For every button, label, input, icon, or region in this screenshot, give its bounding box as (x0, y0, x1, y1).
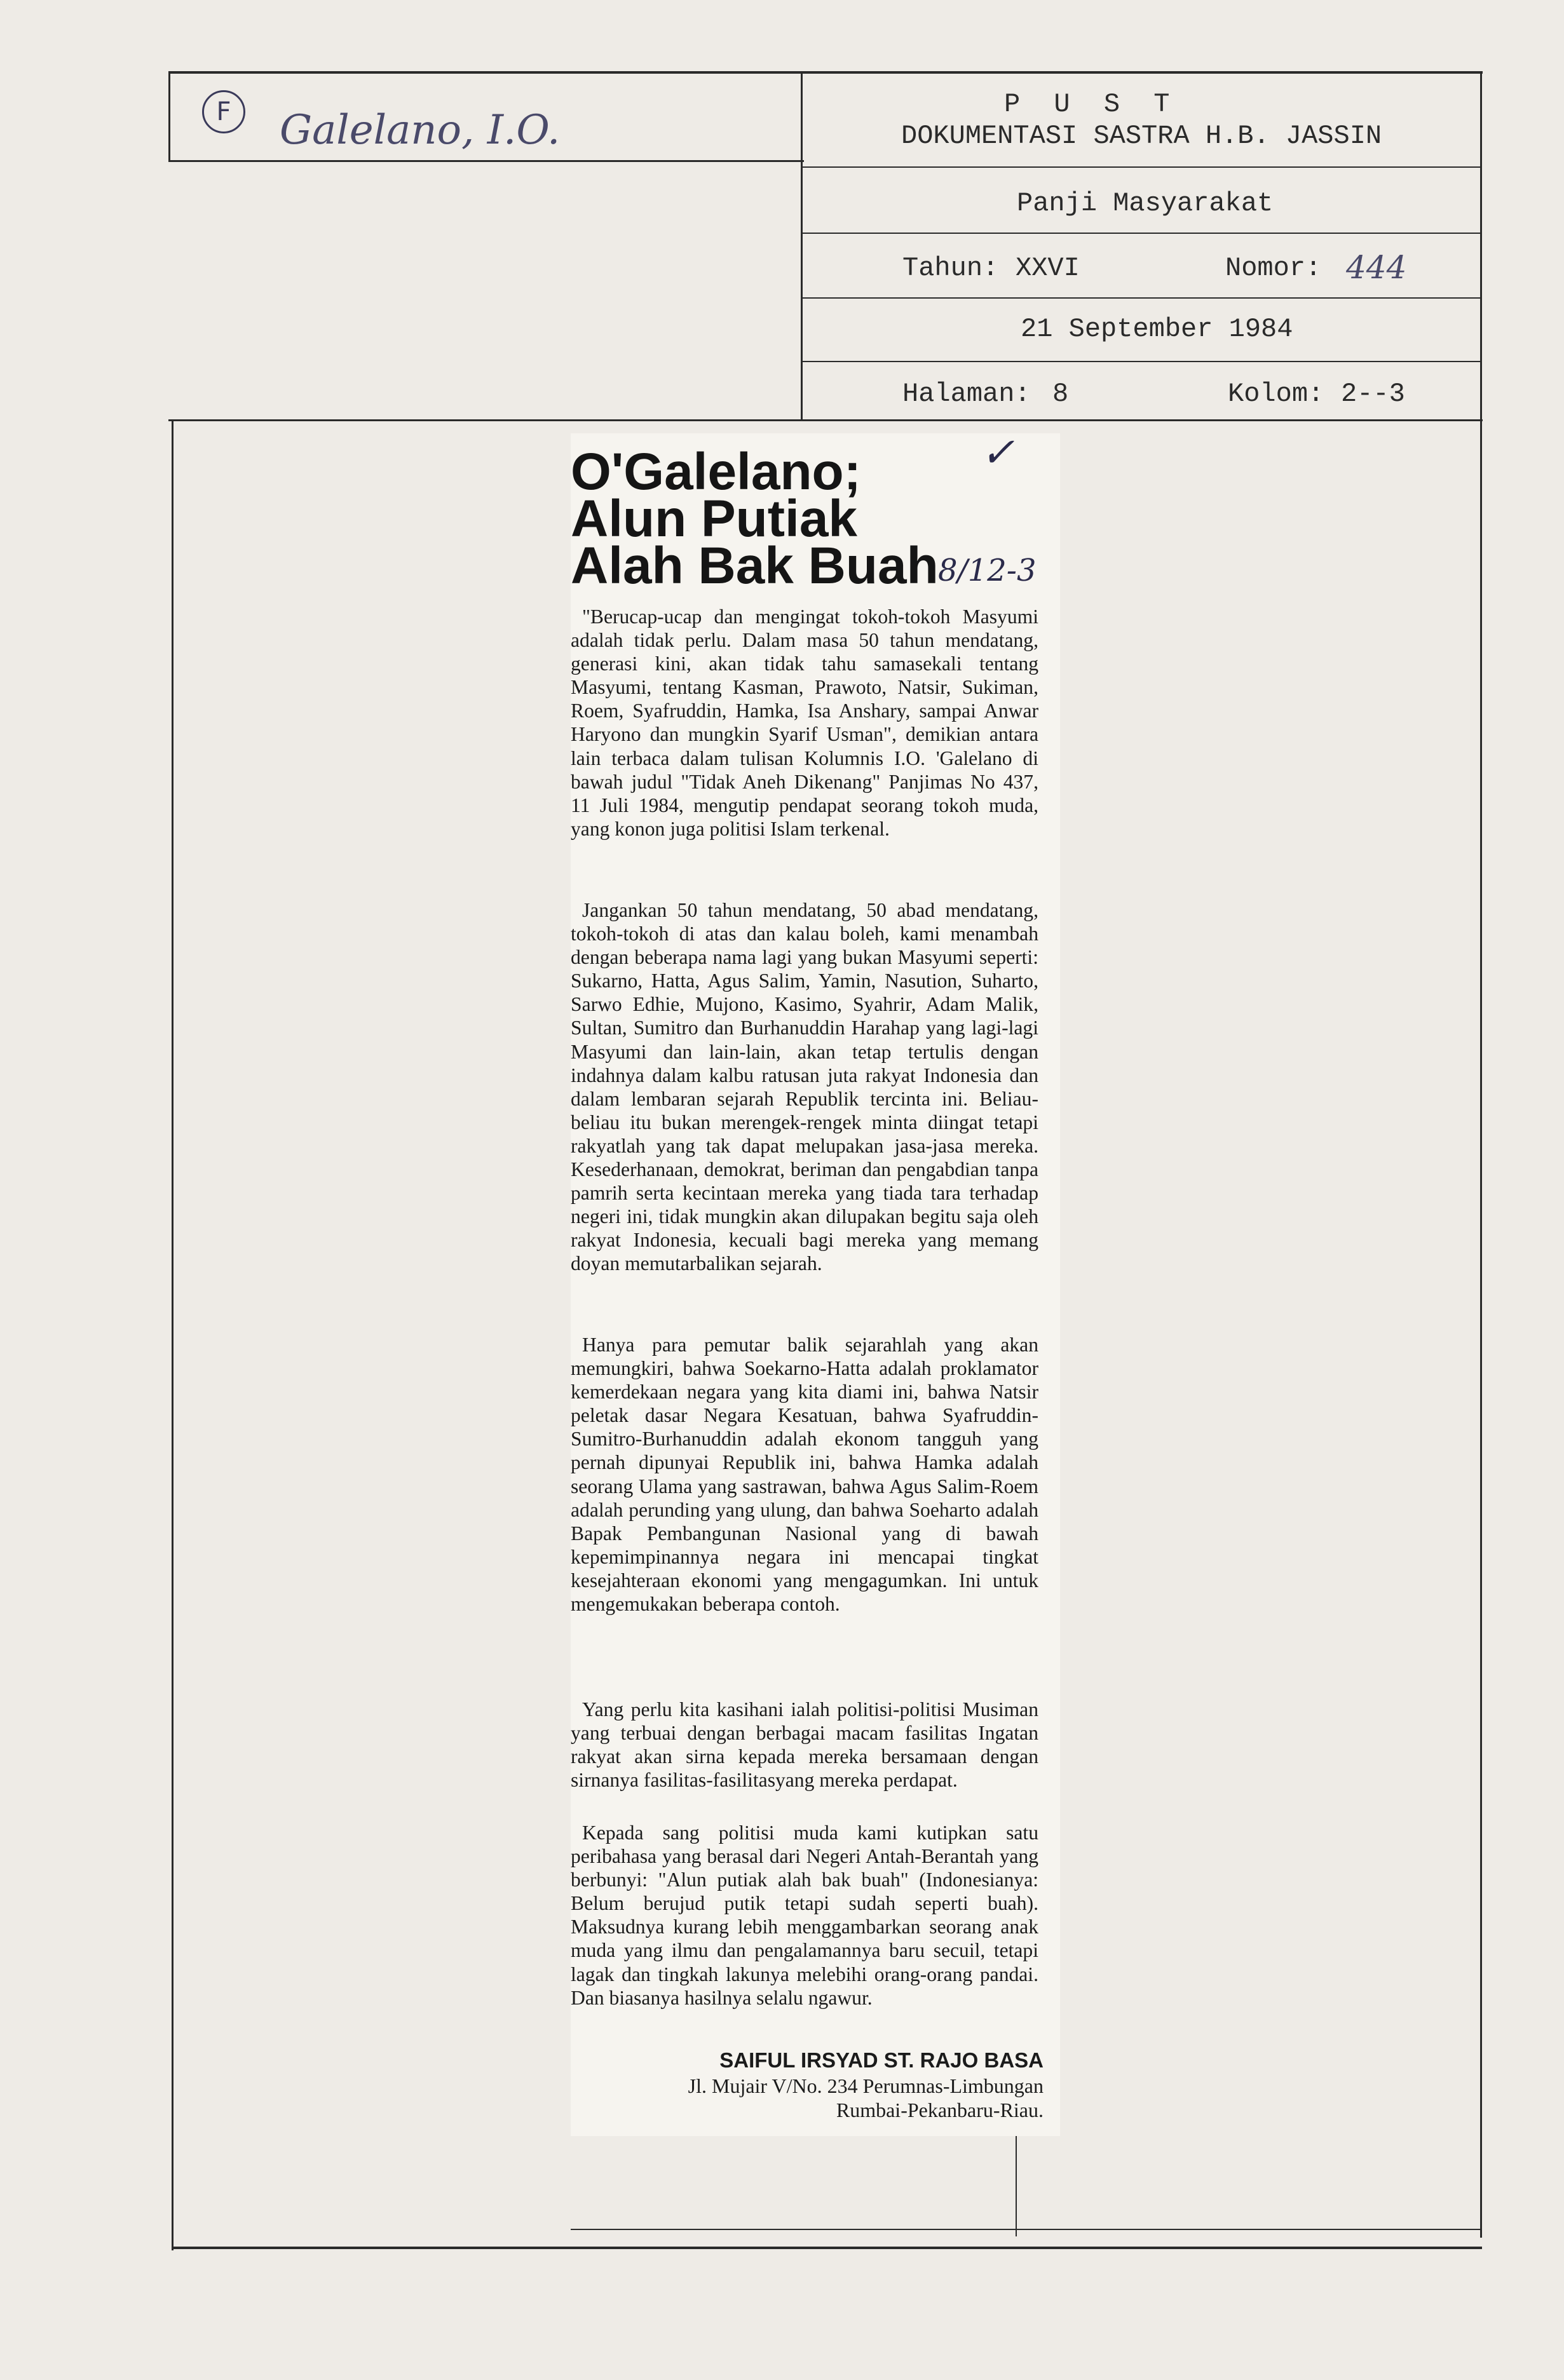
frame-body-left (172, 419, 173, 2250)
frame-header-left-bottom (168, 160, 804, 162)
tahun-label: Tahun: (902, 253, 999, 283)
frame-rule-3 (802, 297, 1481, 299)
article-paragraph-2: Jangankan 50 tahun mendatang, 50 abad mendatang, tokoh-tokoh di atas dan kalau boleh, kami menambah dengan beberapa nama lagi yang bukan Masyumi seperti: Sukarno, Hatta, Agus Salim, Yamin, Nasution, Suharto, Sarwo Edhie, Mujono, Kasimo, Syahrir, Adam Malik, Sultan, Sumitro dan Burhanuddin Harahap yang lagi-lagi Masyumi dan lain-lain, akan tetap tertulis dengan indahnya dalam kalbu ratusan juta rakyat Indonesia dan dalam lembaran sejarah Republik tercinta ini. Beliau-beliau itu bukan merengek-rengek minta diingat tetapi rakyatlah yang tak dapat melupakan jasa-jasa mereka. Kesederhanaan, demokrat, beriman dan pengabdian tanpa pamrih serta kecintaan mereka yang tiada tara terhadap negeri ini, tidak mungkin akan dilupakan begitu saja oleh rakyat Indonesia, kecuali bagi mereka yang memang doyan memutarbalikan sejarah. (571, 899, 1038, 1275)
nomor-value: 444 (1346, 249, 1407, 286)
headline-line-1: O'Galelano; (571, 443, 861, 501)
date-note: 8/12-3 (938, 553, 1037, 588)
frame-rule-1 (802, 166, 1481, 168)
author-address-2: Rumbai-Pekanbaru-Riau. (836, 2099, 1044, 2121)
author-handwriting: Galelano, I.O. (280, 107, 561, 154)
frame-top-rule (168, 71, 1483, 74)
article-paragraph-4: Yang perlu kita kasihani ialah politisi-politisi Musiman yang terbuai dengan berbagai macam fasilitas Ingatan rakyat akan sirna kepada mereka bersamaan dengan sirnanya fasilitas-fasilitasyang mereka perdapat. (571, 1698, 1038, 1792)
headline-line-2: Alun Putiak (571, 490, 858, 548)
frame-inner-bottom (571, 2229, 1481, 2230)
author-name: SAIFUL IRSYAD ST. RAJO BASA (719, 2048, 1044, 2072)
category-marker: F (202, 90, 245, 133)
article-paragraph-3: Hanya para pemutar balik sejarahlah yang akan memungkiri, bahwa Soekarno-Hatta adalah proklamator kemerdekaan negara yang kita diami ini, bahwa Natsir peletak dasar Negara Kesatuan, bahwa Syafruddin-Sumitro-Burhanuddin adalah ekonom tangguh yang pernah dipunyai Republik ini, bahwa Hamka adalah seorang Ulama yang sastrawan, bahwa Agus Salim-Roem adalah perunding yang ulung, dan bahwa Soeharto adalah Bapak Pembangunan Nasional yang di bawah kepemimpinannya negara ini mencapai tingkat kesejahteraan ekonomi yang mengagumkan. Ini untuk mengemukakan beberapa contoh. (571, 1334, 1038, 1616)
frame-inner-vertical (1016, 2135, 1017, 2236)
article-paragraph-5: Kepada sang politisi muda kami kutipkan satu peribahasa yang berasal dari Negeri Antah-Berantah yang berbunyi: "Alun putiak alah bak buah" (Indonesianya: Belum berujud putik tetapi sudah seperti buah). Maksudnya kurang lebih menggambarkan seorang anak muda yang ilmu dan pengalamannya baru secuil, tetapi lagak dan tingkah lakunya melebihi orang-orang pandai. Dan biasanya hasilnya selalu ngawur. (571, 1822, 1038, 2009)
frame-body-bottom (172, 2247, 1482, 2249)
archive-title: P U S T (1004, 89, 1179, 119)
kolom-value: 2--3 (1341, 379, 1405, 409)
newspaper-clipping (571, 429, 1060, 2136)
frame-right-border (1480, 71, 1482, 2238)
nomor-label: Nomor: (1225, 253, 1322, 283)
issue-date: 21 September 1984 (1021, 314, 1293, 344)
archive-subtitle: DOKUMENTASI SASTRA H.B. JASSIN (901, 121, 1382, 151)
article-paragraph-1: "Berucap-ucap dan mengingat tokoh-tokoh Masyumi adalah tidak perlu. Dalam masa 50 tahun mendatang, generasi kini, akan tidak tahu samasekali tentang Masyumi, tentang Kasman, Prawoto, Natsir, Sukiman, Roem, Syafruddin, Hamka, Isa Anshary, sampai Anwar Haryono dan mungkin Syarif Usman", demikian antara lain terbaca dalam tulisan Kolumnis I.O. 'Galelano di bawah judul "Tidak Aneh Dikenang" Panjimas No 437, 11 Juli 1984, mengutip pendapat seorang tokoh muda, yang konon juga politisi Islam terkenal. (571, 605, 1038, 840)
headline-line-3: Alah Bak Buah (571, 537, 939, 595)
halaman-label: Halaman: (902, 379, 1031, 409)
frame-body-top (168, 419, 1483, 421)
halaman-value: 8 (1052, 379, 1069, 409)
publication-name: Panji Masyarakat (1017, 188, 1274, 219)
frame-header-left-border (168, 71, 170, 161)
frame-header-divider (801, 71, 803, 419)
frame-rule-4 (802, 361, 1481, 362)
tahun-value: XXVI (1016, 253, 1080, 283)
check-mark: ✓ (981, 429, 1015, 477)
frame-rule-2 (802, 233, 1481, 234)
kolom-label: Kolom: (1228, 379, 1324, 409)
author-address-1: Jl. Mujair V/No. 234 Perumnas-Limbungan (688, 2074, 1044, 2097)
